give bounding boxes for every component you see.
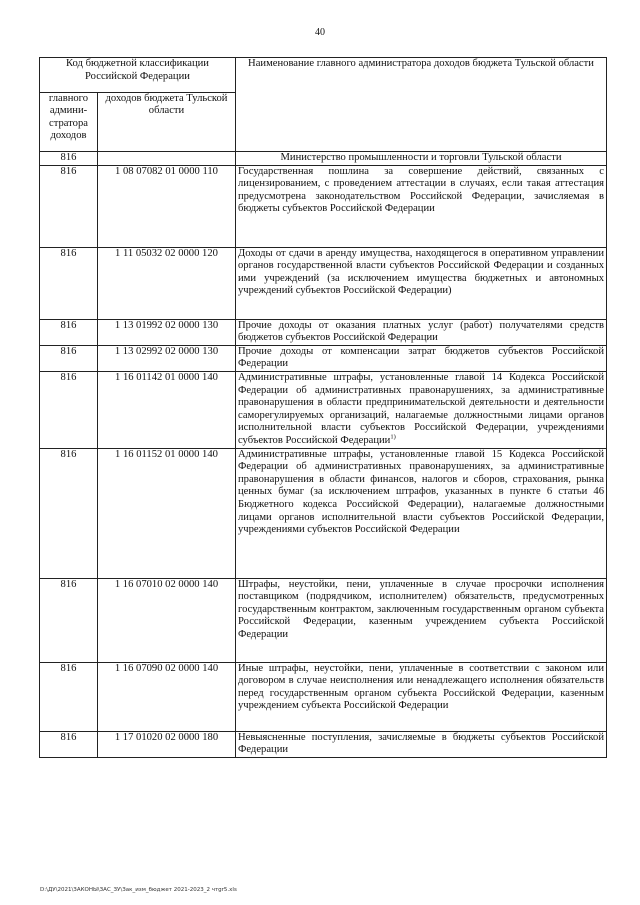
header-col-income: доходов бюджета Тульской области — [98, 93, 236, 152]
name-cell: Доходы от сдачи в аренду имущества, находящегося в оперативном управлении органов государственной власти субъектов Российской Федерации и созданных ими учреждений (за исключением имущества бюджетных и автономных учреждений субъектов Российской Федерации) — [236, 247, 607, 319]
table-row — [40, 371, 607, 448]
page-number: 40 — [315, 27, 325, 38]
name-cell: Государственная пошлина за совершение действий, связанных с лицензированием, с проведением аттестации в случаях, если такая аттестация предусмотрена законодательством Российской Федерации, зачисляемая в бюджеты субъектов Российской Федерации — [236, 165, 607, 247]
income-code-cell: 1 11 05032 02 0000 120 — [98, 247, 236, 319]
footer-file-path: D:\ДУ\2021\ЗАКОНЫ\ЗАС_ЗУ\Зак_изм_бюджет 2021-2023_2 чтgr5.xls — [40, 887, 237, 893]
name-cell: Административные штрафы, установленные главой 15 Кодекса Российской Федерации об административных правонарушениях, за административные правонарушения в области финансов, налогов и сборов, страхования, рынка ценных бумаг (за исключением штрафов, указанных в пункте 6 статьи 46 Бюджетного кодекса Российской Федерации), налагаемые должностными лицами органов исполнительной власти субъектов Российской Федерации, учреждениями субъектов Российской Федерации — [236, 448, 607, 578]
header-code-group: Код бюджетной классификации Российской Федерации — [40, 58, 236, 93]
admin-code-cell: 816 — [40, 247, 98, 319]
income-code-cell: 1 16 07090 02 0000 140 — [98, 662, 236, 731]
table-row — [40, 731, 607, 757]
table-row — [40, 165, 607, 247]
footnote-marker: 1) — [390, 433, 396, 441]
name-cell: Штрафы, неустойки, пени, уплаченные в случае просрочки исполнения поставщиком (подрядчиком, исполнителем) обязательств, предусмотренных государственным контрактом, заключенным государственным органом субъекта Российской Федерации, казенным учреждением субъекта Российской Федерации — [236, 578, 607, 662]
name-cell: Иные штрафы, неустойки, пени, уплаченные в соответствии с законом или договором в случае неисполнения или ненадлежащего исполнения обязательств перед государственным органом субъекта Российской Федерации, казенным учреждением субъекта Российской Федерации — [236, 662, 607, 731]
admin-code-cell: 816 — [40, 371, 98, 448]
table-row — [40, 448, 607, 578]
header-row-top — [40, 58, 607, 93]
income-code-cell: 1 17 01020 02 0000 180 — [98, 731, 236, 757]
header-col-admin: главного админи-стратора доходов — [40, 93, 98, 152]
admin-code-cell: 816 — [40, 319, 98, 345]
name-cell: Прочие доходы от оказания платных услуг (работ) получателями средств бюджетов субъектов Российской Федерации — [236, 319, 607, 345]
header-admin-name: Наименование главного администратора доходов бюджета Тульской области — [236, 58, 607, 152]
income-code-cell: 1 13 02992 02 0000 130 — [98, 345, 236, 371]
income-code-cell: 1 08 07082 01 0000 110 — [98, 165, 236, 247]
name-cell: Министерство промышленности и торговли Тульской области — [236, 152, 607, 166]
admin-code-cell: 816 — [40, 165, 98, 247]
budget-table — [39, 57, 607, 758]
admin-code-cell: 816 — [40, 731, 98, 757]
table-row — [40, 152, 607, 166]
table-row — [40, 345, 607, 371]
name-cell: Прочие доходы от компенсации затрат бюджетов субъектов Российской Федерации — [236, 345, 607, 371]
admin-code-cell: 816 — [40, 345, 98, 371]
admin-code-cell: 816 — [40, 448, 98, 578]
admin-code-cell: 816 — [40, 152, 98, 166]
income-code-cell: 1 16 01152 01 0000 140 — [98, 448, 236, 578]
table-row — [40, 247, 607, 319]
name-cell: Невыясненные поступления, зачисляемые в бюджеты субъектов Российской Федерации — [236, 731, 607, 757]
table-row — [40, 578, 607, 662]
table-row — [40, 662, 607, 731]
name-cell — [236, 371, 607, 448]
name-text: Административные штрафы, установленные главой 14 Кодекса Российской Федерации об административных правонарушениях, за административные правонарушения в области предпринимательской деятельности и деятельности саморегулируемых организаций, налагаемые должностными лицами органов исполнительной власти субъектов Российской Федерации, учреждениями субъектов Российской Федерации — [238, 371, 604, 446]
income-code-cell: 1 16 01142 01 0000 140 — [98, 371, 236, 448]
income-code-cell: 1 13 01992 02 0000 130 — [98, 319, 236, 345]
admin-code-cell: 816 — [40, 662, 98, 731]
admin-code-cell: 816 — [40, 578, 98, 662]
income-code-cell — [98, 152, 236, 166]
table-row — [40, 319, 607, 345]
income-code-cell: 1 16 07010 02 0000 140 — [98, 578, 236, 662]
